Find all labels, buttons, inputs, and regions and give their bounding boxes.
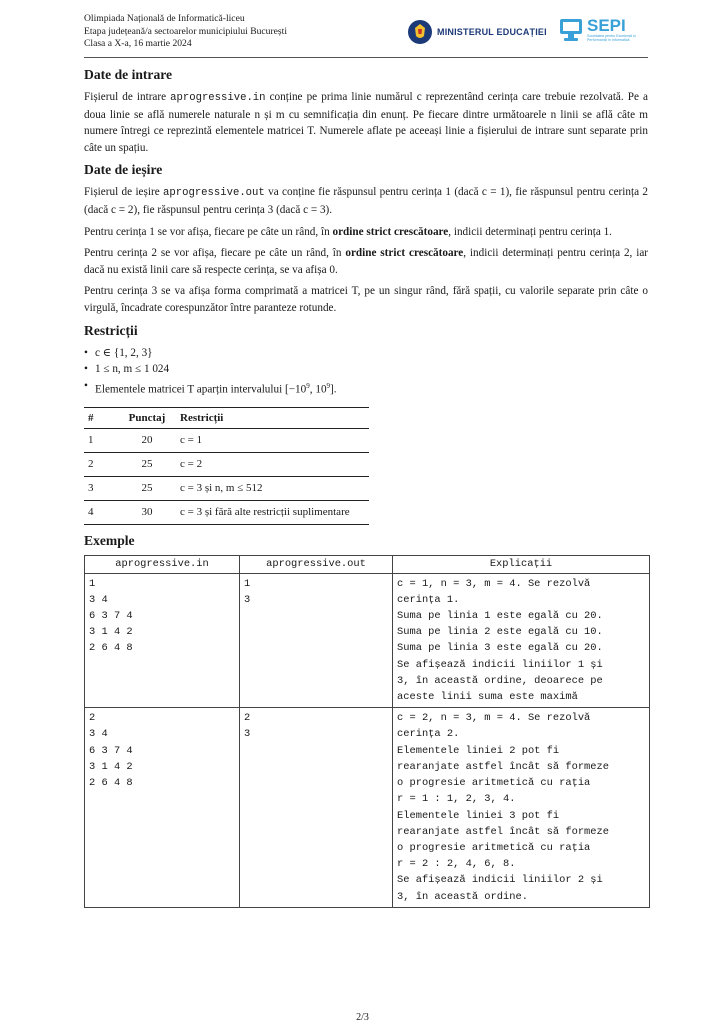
cell-points: 25 [118,476,176,500]
example-row [85,573,650,708]
col-output-file: aprogressive.out [240,555,393,573]
task2-bold: ordine strict crescătoare [345,247,464,260]
cell-number: 2 [84,452,118,476]
cell-points: 20 [118,428,176,452]
input-section-title: Date de intrare [84,67,173,82]
col-input-file: aprogressive.in [85,555,240,573]
task1-output [84,224,648,241]
example-output: 2 3 [240,708,393,907]
table-row [84,428,369,452]
table-row [84,476,369,500]
header-divider [84,57,648,58]
task2-text-start: Pentru cerința 2 se vor afișa, fiecare pe câte un rând, în [84,247,346,260]
cell-restriction: c = 3 și n, m ≤ 512 [176,476,369,500]
exponent: 9 [326,382,331,391]
page-number: 2/3 [356,1012,369,1023]
restriction-item [84,378,648,399]
example-output: 1 3 [240,573,393,708]
restrictions-list [84,345,648,399]
table-row [84,452,369,476]
example-input: 1 3 4 6 3 7 4 3 1 4 2 2 6 4 8 [85,573,240,708]
restriction-text: , 10 [309,383,327,396]
score-header-row [84,407,369,428]
sepi-name: SEPI [587,15,626,35]
cell-number: 1 [84,428,118,452]
col-explanations: Explicații [393,555,650,573]
task1-text-rest: , indicii determinați pentru cerința 1. [448,225,612,238]
restriction-text: Elementele matricei T aparțin intervalului [−10 [95,383,307,396]
romanian-crest-icon [407,19,433,45]
col-number: # [84,407,118,428]
example-explanation: c = 1, n = 3, m = 4. Se rezolvă cerința 1. Suma pe linia 1 este egală cu 20. Suma pe linia 2 este egală cu 10. Suma pe linia 3 este egală cu 20. Se afișează indicii liniilor 1 și 3, în această ordine, deoarece pe aceste linii suma este maximă [393,573,650,708]
main-content [84,61,648,908]
examples-title: Exemple [84,532,135,548]
restrictions-title: Restricții [84,322,138,338]
input-text-rest: conține pe prima linie numărul c reprezentând cerința care trebuie rezolvată. Pe a doua linie se află numerele naturale n și m cu semnificația din enunț. Pe fiecare dintre următoarele n linii se află câte m numere întregi ce reprezintă elementele matricei T. Numerele aflate pe aceeași linie a fișierului de intrare sunt separate prin câte un spațiu. [84,91,648,154]
restriction-item: • 1 ≤ n, m ≤ 1 024 [84,361,648,378]
task2-text-rest: , indicii determinați pentru cerința 2, iar dacă nu există linii care să respecte cerința, se va afișa 0. [84,247,649,276]
task3-output: Pentru cerința 3 se va afișa forma comprimată a matricei T, pe un singur rând, fără spații, cu valorile separate prin câte o virgulă, încadrate corespunzător între paranteze rotunde. [84,285,648,314]
examples-header-row [85,555,650,573]
output-description [84,184,648,218]
olympiad-name: Olimpiada Națională de Informatică-liceu [84,13,245,24]
class-date: Clasa a X-a, 16 martie 2024 [84,38,192,50]
example-input: 2 3 4 6 3 7 4 3 1 4 2 2 6 4 8 [85,708,240,907]
exponent: 9 [306,382,310,391]
col-restrictions: Restricții [176,407,369,428]
cell-points: 25 [118,452,176,476]
output-text-start: Fișierul de ieșire [84,186,164,199]
cell-number: 4 [84,500,118,524]
example-explanation: c = 2, n = 3, m = 4. Se rezolvă cerința 2. Elementele liniei 2 pot fi rearanjate astfel încât să formeze o progresie aritmetică cu rația r = 1 : 1, 2, 3, 4. Elementele liniei 3 pot fi rearanjate astfel încât să formeze o progresie aritmetică cu rația r = 2 : 2, 4, 6, 8. Se afișează indicii liniilor 2 și 3, în această ordine. [393,708,650,907]
sepi-logo [557,15,647,45]
header-text [84,13,287,51]
cell-restriction: c = 1 [176,428,369,452]
restriction-text: ]. [330,383,337,396]
ministry-name: MINISTERUL EDUCAȚIEI [437,27,547,37]
cell-number: 3 [84,476,118,500]
output-file-name: aprogressive.out [163,187,265,200]
cell-restriction: c = 3 și fără alte restricții suplimentare [176,500,369,524]
task1-text-start: Pentru cerința 1 se vor afișa, fiecare pe câte un rând, în [84,225,333,238]
table-row [84,500,369,524]
sepi-subtitle: Societatea pentru Excelență și Performanță în Informatică [587,33,636,42]
score-table [84,407,369,525]
restriction-item: • c ∈ {1, 2, 3} [84,345,648,362]
output-section-title: Date de ieșire [84,162,163,178]
cell-points: 30 [118,500,176,524]
cell-restriction: c = 2 [176,452,369,476]
task2-output [84,245,648,278]
stage-name: Etapa județeană/a sectoarelor municipiului București [84,25,287,37]
output-text-rest: va conține fie răspunsul pentru cerința 1 (dacă c = 1), fie răspunsul pentru cerința 2 (dacă c = 2), fie răspunsul pentru cerința 3 (dacă c = 3). [84,186,648,216]
input-text-start: Fișierul de intrare [84,91,171,103]
example-row [85,708,650,907]
task1-bold: ordine strict crescătoare [332,225,449,238]
sepi-computer-icon [557,15,587,45]
input-file-name: aprogressive.in [170,92,266,104]
examples-table [84,555,650,908]
input-description [84,89,648,156]
ministry-logo [407,19,547,45]
col-points: Punctaj [118,407,176,428]
